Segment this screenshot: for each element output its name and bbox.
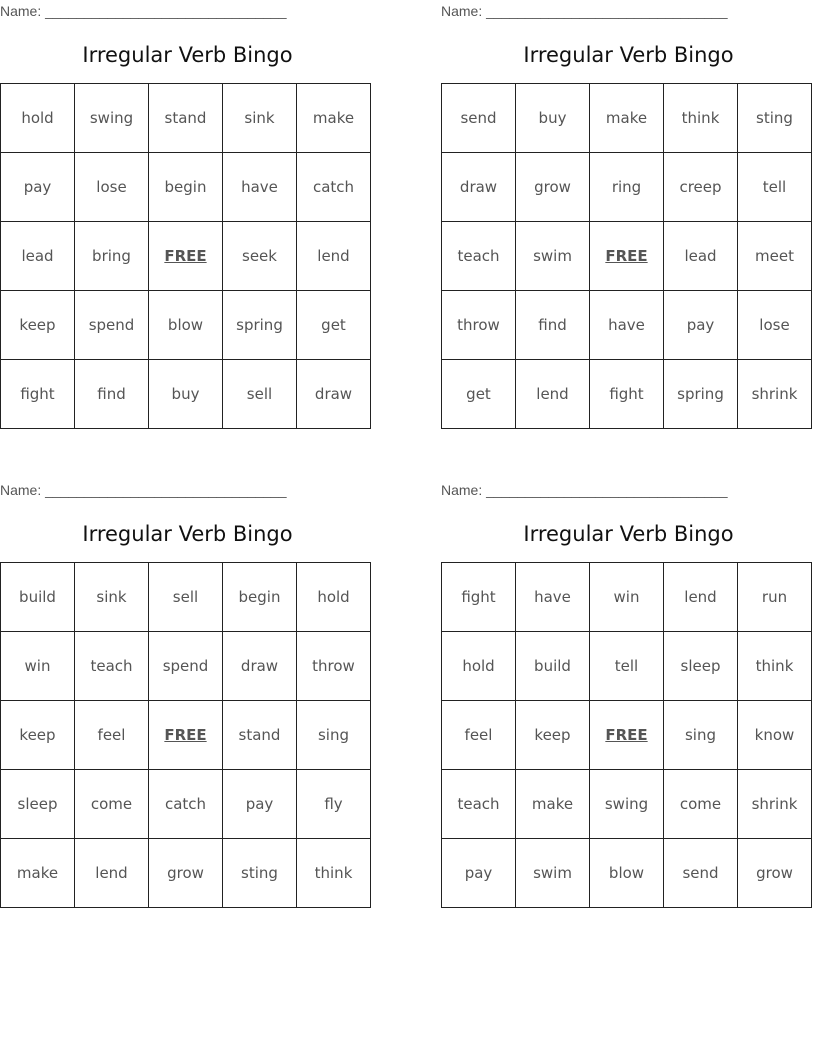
bingo-cell — [442, 84, 516, 153]
bingo-cell — [1, 701, 75, 770]
bingo-cell — [442, 563, 516, 632]
bingo-cell — [297, 701, 371, 770]
card-title: Irregular Verb Bingo — [523, 522, 734, 546]
bingo-cell — [664, 632, 738, 701]
bingo-word: swing — [604, 795, 649, 813]
bingo-cell — [516, 632, 590, 701]
bingo-cell — [149, 84, 223, 153]
name-field-label: Name: _______________________________ — [0, 482, 287, 498]
bingo-cell — [738, 84, 812, 153]
bingo-cell — [738, 632, 812, 701]
grid-row — [442, 563, 812, 632]
bingo-cell — [738, 360, 812, 429]
grid-row — [442, 632, 812, 701]
bingo-cell — [738, 291, 812, 360]
bingo-word: hold — [317, 588, 350, 606]
bingo-cell — [664, 291, 738, 360]
bingo-cell — [223, 839, 297, 908]
bingo-word: throw — [312, 657, 355, 675]
bingo-word: feel — [97, 726, 126, 744]
grid-row — [1, 84, 371, 153]
free-space-label: FREE — [605, 726, 648, 744]
grid-row — [1, 839, 371, 908]
bingo-cell — [297, 632, 371, 701]
bingo-word: seek — [242, 247, 277, 265]
bingo-cell — [516, 291, 590, 360]
bingo-cell — [297, 291, 371, 360]
free-space-cell — [149, 222, 223, 291]
bingo-cell — [516, 701, 590, 770]
bingo-word: make — [605, 109, 648, 127]
bingo-word: meet — [755, 247, 794, 265]
bingo-cell — [442, 291, 516, 360]
bingo-word: fly — [324, 795, 343, 813]
bingo-word: lend — [536, 385, 569, 403]
bingo-cell — [738, 563, 812, 632]
bingo-cell — [75, 84, 149, 153]
bingo-cell — [75, 291, 149, 360]
bingo-cell — [738, 839, 812, 908]
name-field-label: Name: _______________________________ — [441, 482, 728, 498]
bingo-cell — [75, 563, 149, 632]
bingo-word: buy — [171, 385, 200, 403]
bingo-word: have — [534, 588, 571, 606]
bingo-word: keep — [19, 316, 56, 334]
bingo-cell — [442, 222, 516, 291]
bingo-word: draw — [314, 385, 353, 403]
bingo-cell — [738, 153, 812, 222]
bingo-word: stand — [238, 726, 281, 744]
bingo-word: sleep — [17, 795, 58, 813]
bingo-cell — [590, 153, 664, 222]
bingo-word: swim — [533, 247, 572, 265]
bingo-grid — [441, 83, 812, 429]
bingo-cell — [297, 84, 371, 153]
bingo-word: find — [538, 316, 567, 334]
bingo-cell — [1, 291, 75, 360]
bingo-cell — [297, 770, 371, 839]
bingo-cell — [149, 563, 223, 632]
bingo-cell — [1, 84, 75, 153]
bingo-cell — [223, 222, 297, 291]
bingo-word: pay — [23, 178, 52, 196]
bingo-word: sink — [96, 588, 127, 606]
bingo-cell — [442, 839, 516, 908]
bingo-word: grow — [167, 864, 204, 882]
bingo-word: tell — [614, 657, 639, 675]
bingo-word: think — [681, 109, 720, 127]
bingo-word: stand — [164, 109, 207, 127]
bingo-word: sink — [244, 109, 275, 127]
bingo-word: lose — [759, 316, 790, 334]
bingo-word: get — [321, 316, 346, 334]
bingo-cell — [1, 839, 75, 908]
bingo-cell — [664, 563, 738, 632]
bingo-cell — [223, 153, 297, 222]
name-field-label: Name: _______________________________ — [441, 3, 728, 19]
bingo-cell — [590, 291, 664, 360]
bingo-word: win — [613, 588, 640, 606]
grid-row — [442, 222, 812, 291]
bingo-cell — [149, 360, 223, 429]
bingo-word: catch — [312, 178, 355, 196]
bingo-cell — [442, 701, 516, 770]
bingo-cell — [297, 839, 371, 908]
bingo-cell — [297, 222, 371, 291]
bingo-word: get — [466, 385, 491, 403]
bingo-word: make — [531, 795, 574, 813]
grid-row — [1, 563, 371, 632]
bingo-cell — [297, 563, 371, 632]
bingo-cell — [1, 360, 75, 429]
bingo-word: have — [608, 316, 645, 334]
bingo-word: shrink — [751, 385, 798, 403]
bingo-cell — [516, 222, 590, 291]
card-title: Irregular Verb Bingo — [82, 522, 293, 546]
bingo-grid — [0, 562, 371, 908]
bingo-word: grow — [534, 178, 571, 196]
grid-row — [442, 701, 812, 770]
bingo-word: grow — [756, 864, 793, 882]
bingo-cell — [590, 839, 664, 908]
free-space-cell — [590, 222, 664, 291]
bingo-word: sell — [172, 588, 199, 606]
bingo-cell — [1, 563, 75, 632]
bingo-cell — [664, 222, 738, 291]
bingo-cell — [1, 153, 75, 222]
bingo-cell — [149, 291, 223, 360]
bingo-word: throw — [457, 316, 500, 334]
bingo-cell — [442, 632, 516, 701]
bingo-cell — [75, 770, 149, 839]
bingo-cell — [75, 701, 149, 770]
bingo-word: keep — [534, 726, 571, 744]
bingo-word: find — [97, 385, 126, 403]
bingo-cell — [590, 563, 664, 632]
grid-row — [1, 360, 371, 429]
bingo-word: make — [312, 109, 355, 127]
bingo-cell — [1, 222, 75, 291]
name-field-label: Name: _______________________________ — [0, 3, 287, 19]
bingo-cell — [590, 632, 664, 701]
bingo-word: sell — [246, 385, 273, 403]
bingo-word: sing — [684, 726, 716, 744]
bingo-word: lead — [21, 247, 54, 265]
grid-row — [442, 839, 812, 908]
bingo-cell — [590, 360, 664, 429]
bingo-cell — [297, 153, 371, 222]
free-space-label: FREE — [164, 726, 207, 744]
bingo-cell — [590, 84, 664, 153]
grid-row — [1, 291, 371, 360]
bingo-cell — [738, 770, 812, 839]
bingo-cell — [442, 360, 516, 429]
bingo-word: spend — [162, 657, 209, 675]
bingo-word: come — [679, 795, 722, 813]
card-title: Irregular Verb Bingo — [523, 43, 734, 67]
bingo-word: build — [534, 657, 571, 675]
bingo-cell — [223, 291, 297, 360]
bingo-cell — [149, 632, 223, 701]
bingo-word: creep — [679, 178, 722, 196]
bingo-cell — [442, 153, 516, 222]
bingo-cell — [75, 153, 149, 222]
bingo-word: win — [24, 657, 51, 675]
bingo-cell — [516, 563, 590, 632]
bingo-word: lend — [684, 588, 717, 606]
bingo-cell — [75, 839, 149, 908]
bingo-word: sting — [756, 109, 793, 127]
grid-row — [1, 222, 371, 291]
grid-row — [1, 770, 371, 839]
grid-row — [442, 770, 812, 839]
bingo-cell — [223, 770, 297, 839]
bingo-cell — [664, 839, 738, 908]
bingo-word: begin — [238, 588, 281, 606]
bingo-word: swim — [533, 864, 572, 882]
grid-row — [1, 632, 371, 701]
bingo-word: teach — [457, 247, 500, 265]
bingo-cell — [75, 222, 149, 291]
bingo-word: hold — [21, 109, 54, 127]
bingo-word: send — [682, 864, 719, 882]
bingo-word: spring — [677, 385, 724, 403]
bingo-word: tell — [762, 178, 787, 196]
bingo-word: teach — [457, 795, 500, 813]
bingo-word: spend — [88, 316, 135, 334]
bingo-word: catch — [164, 795, 207, 813]
bingo-cell — [664, 84, 738, 153]
bingo-cell — [664, 360, 738, 429]
bingo-word: blow — [608, 864, 645, 882]
bingo-cell — [738, 222, 812, 291]
bingo-cell — [149, 839, 223, 908]
bingo-cell — [223, 360, 297, 429]
bingo-cell — [516, 153, 590, 222]
bingo-cell — [442, 770, 516, 839]
bingo-cell — [75, 632, 149, 701]
bingo-cell — [664, 770, 738, 839]
bingo-cell — [1, 770, 75, 839]
bingo-word: buy — [538, 109, 567, 127]
grid-row — [1, 153, 371, 222]
bingo-cell — [664, 701, 738, 770]
bingo-word: draw — [459, 178, 498, 196]
bingo-word: think — [755, 657, 794, 675]
bingo-word: lend — [95, 864, 128, 882]
bingo-word: fight — [20, 385, 55, 403]
grid-row — [442, 291, 812, 360]
bingo-cell — [297, 360, 371, 429]
bingo-word: feel — [464, 726, 493, 744]
bingo-word: hold — [462, 657, 495, 675]
bingo-cell — [738, 701, 812, 770]
grid-row — [1, 701, 371, 770]
bingo-word: pay — [464, 864, 493, 882]
bingo-word: draw — [240, 657, 279, 675]
bingo-cell — [223, 632, 297, 701]
bingo-word: sing — [317, 726, 349, 744]
bingo-word: build — [19, 588, 56, 606]
bingo-cell — [516, 84, 590, 153]
bingo-cell — [223, 563, 297, 632]
bingo-word: make — [16, 864, 59, 882]
bingo-word: blow — [167, 316, 204, 334]
bingo-word: keep — [19, 726, 56, 744]
bingo-cell — [223, 84, 297, 153]
bingo-cell — [516, 839, 590, 908]
bingo-word: lend — [317, 247, 350, 265]
bingo-cell — [516, 770, 590, 839]
bingo-cell — [664, 153, 738, 222]
bingo-word: sting — [241, 864, 278, 882]
bingo-word: fight — [609, 385, 644, 403]
bingo-word: sleep — [680, 657, 721, 675]
bingo-word: teach — [90, 657, 133, 675]
bingo-cell — [149, 770, 223, 839]
bingo-word: pay — [686, 316, 715, 334]
bingo-word: spring — [236, 316, 283, 334]
grid-row — [442, 360, 812, 429]
bingo-cell — [516, 360, 590, 429]
free-space-label: FREE — [164, 247, 207, 265]
free-space-cell — [149, 701, 223, 770]
bingo-grid — [0, 83, 371, 429]
bingo-grid — [441, 562, 812, 908]
bingo-cell — [149, 153, 223, 222]
bingo-word: think — [314, 864, 353, 882]
free-space-label: FREE — [605, 247, 648, 265]
bingo-word: bring — [92, 247, 131, 265]
bingo-word: come — [90, 795, 133, 813]
bingo-word: send — [460, 109, 497, 127]
card-title: Irregular Verb Bingo — [82, 43, 293, 67]
bingo-word: have — [241, 178, 278, 196]
free-space-cell — [590, 701, 664, 770]
bingo-word: shrink — [751, 795, 798, 813]
bingo-word: ring — [611, 178, 642, 196]
bingo-word: lead — [684, 247, 717, 265]
bingo-cell — [75, 360, 149, 429]
bingo-cell — [223, 701, 297, 770]
bingo-word: pay — [245, 795, 274, 813]
bingo-word: begin — [164, 178, 207, 196]
bingo-word: know — [754, 726, 795, 744]
bingo-word: run — [761, 588, 788, 606]
bingo-word: fight — [461, 588, 496, 606]
bingo-cell — [1, 632, 75, 701]
bingo-word: swing — [89, 109, 134, 127]
bingo-cell — [590, 770, 664, 839]
grid-row — [442, 153, 812, 222]
grid-row — [442, 84, 812, 153]
bingo-word: lose — [96, 178, 127, 196]
